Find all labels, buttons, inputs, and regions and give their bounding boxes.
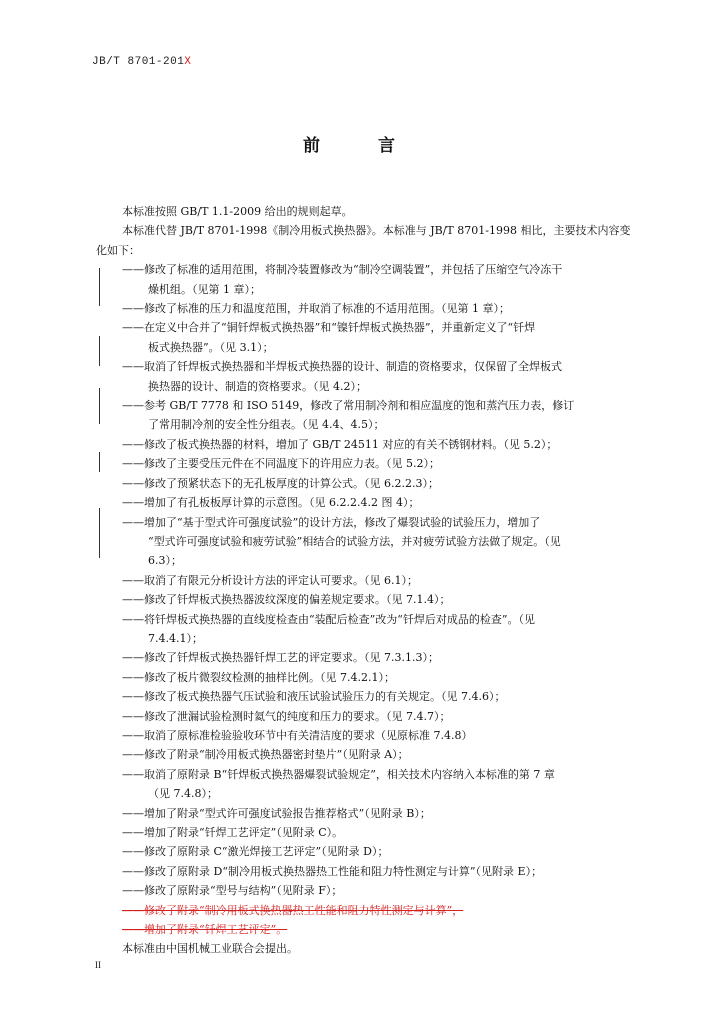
paragraph: 本标准代替 JB/T 8701-1998《制冷用板式换热器》。本标准与 JB/T 8701-1998 相比，主要技术内容变化如下： — [96, 224, 631, 257]
change-bar — [99, 268, 100, 306]
list-item-text: ——在定义中合并了“铜钎焊板式换热器”和“镍钎焊板式换热器”，并重新定义了“钎焊 — [122, 321, 536, 335]
list-item-text: ——取消了有限元分析设计方法的评定认可要求。（见 6.1）； — [122, 573, 418, 587]
list-item-text: ——取消了原附录 B“钎焊板式换热器爆裂试验规定”，相关技术内容纳入本标准的第 7 章 — [122, 767, 555, 781]
struck-item: ——修改了附录“制冷用板式换热器热工性能和阻力特性测定与计算”， — [122, 903, 464, 917]
list-item-text: ——修改了板式换热器气压试验和液压试验试验压力的有关规定。（见 7.4.6）； — [122, 690, 506, 704]
change-list-item — [122, 804, 634, 823]
change-list-item — [122, 707, 634, 726]
change-list-item — [122, 396, 634, 435]
change-list-item — [122, 357, 634, 396]
list-item-text: ——修改了钎焊板式换热器钎焊工艺的评定要求。（见 7.3.1.3）； — [122, 651, 439, 665]
list-item-text: ——修改了泄漏试验检测时氦气的纯度和压力的要求。（见 7.4.7）； — [122, 709, 451, 723]
list-item-text: ——修改了钎焊板式换热器波纹深度的偏差规定要求。（见 7.1.4）； — [122, 593, 451, 607]
change-list-item — [122, 513, 634, 571]
list-item-continuation: 换热器的设计、制造的资格要求。（见 4.2）； — [148, 379, 367, 393]
list-item-text: ——取消了原标准检验验收环节中有关清洁度的要求（见原标准 7.4.8） — [122, 728, 473, 742]
list-item-text: ——增加了附录“型式许可强度试验报告推荐格式”（见附录 B）； — [122, 806, 431, 820]
document-code-revision: X — [184, 56, 192, 68]
document-body — [96, 202, 634, 959]
change-list-item — [122, 590, 634, 609]
change-list-item — [122, 610, 634, 649]
list-item-text: ——修改了板式换热器的材料，增加了 GB/T 24511 对应的有关不锈钢材料。（见 5.2）； — [122, 437, 558, 451]
change-list-item — [122, 745, 634, 764]
list-item-text: ——增加了“基于型式许可强度试验”的设计方法，修改了爆裂试验的试验压力，增加了 — [122, 515, 541, 529]
change-bar — [99, 452, 100, 472]
change-list-item — [122, 765, 634, 804]
list-item-text: ——修改了原附录“型号与结构”（见附录 F）； — [122, 884, 343, 898]
change-list-item — [122, 299, 634, 318]
change-bar — [99, 336, 100, 366]
list-item-text: ——增加了附录“钎焊工艺评定”（见附录 C）。 — [122, 826, 344, 839]
list-item-continuation: 6.3）； — [148, 554, 182, 568]
list-item-text: ——修改了原附录 C“激光焊接工艺评定”（见附录 D）； — [122, 845, 389, 859]
list-item-text: ——修改了主要受压元件在不同温度下的许用应力表。（见 5.2）； — [122, 457, 440, 471]
change-list-item — [122, 435, 634, 454]
change-list-item — [122, 260, 634, 299]
change-bar — [99, 508, 100, 558]
change-list-item — [122, 687, 634, 706]
change-list-item — [122, 318, 634, 357]
list-item-text: ——增加了有孔板板厚计算的示意图。（见 6.2.2.4.2 图 4）； — [122, 496, 420, 510]
change-list-item — [122, 493, 634, 512]
struck-item: ——增加了附录“钎焊工艺评定”。 — [122, 923, 288, 937]
list-item-text: ——取消了钎焊板式换热器和半焊板式换热器的设计、制造的资格要求，仅保留了全焊板式 — [122, 360, 562, 374]
change-list-item — [122, 454, 634, 473]
change-list-item — [122, 862, 634, 881]
change-list-item — [122, 823, 634, 842]
change-list — [122, 260, 634, 900]
list-item-continuation: 板式换热器”。（见 3.1）； — [148, 340, 274, 354]
list-item-continuation: 燥机组。（见第 1 章）； — [148, 282, 261, 296]
change-list-item — [122, 474, 634, 493]
change-list-item — [122, 881, 634, 900]
list-item-text: ——修改了标准的压力和温度范围，并取消了标准的不适用范围。（见第 1 章）； — [122, 302, 510, 316]
document-code — [92, 56, 191, 68]
list-item-continuation: “型式许可强度试验和疲劳试验”相结合的试验方法，并对疲劳试验方法做了规定。（见 — [148, 534, 561, 548]
change-list-item — [122, 726, 634, 745]
list-item-text: ——将钎焊板式换热器的直线度检查由“装配后检查”改为“钎焊后对成品的检查”。（见 — [122, 612, 535, 626]
change-list-item — [122, 648, 634, 667]
list-item-text: ——参考 GB/T 7778 和 ISO 5149，修改了常用制冷剂和相应温度的饱和蒸汽压力表，修订 — [122, 399, 575, 413]
list-item-continuation: 7.4.4.1）； — [148, 631, 203, 645]
change-list-item — [122, 842, 634, 861]
document-code-main: JB/T 8701-201 — [92, 56, 185, 68]
list-item-text: ——修改了标准的适用范围，将制冷装置修改为“制冷空调装置”，并包括了压缩空气冷冻干 — [122, 263, 563, 277]
list-item-text: ——修改了附录“制冷用板式换热器密封垫片”（见附录 A）； — [122, 748, 409, 762]
list-item-continuation: 了常用制冷剂的安全性分组表。（见 4.4、4.5）； — [148, 418, 385, 432]
list-item-text: ——修改了板片微裂纹检测的抽样比例。（见 7.4.2.1）； — [122, 670, 395, 684]
change-list-item — [122, 668, 634, 687]
page-number: II — [95, 960, 101, 970]
closing-paragraph: 本标准由中国机械工业联合会提出。 — [122, 942, 298, 956]
change-list-item — [122, 571, 634, 590]
list-item-continuation: （见 7.4.8）； — [148, 787, 218, 801]
page-title: 前 言 — [303, 136, 421, 156]
list-item-text: ——修改了预紧状态下的无孔板厚度的计算公式。（见 6.2.2.3）； — [122, 476, 439, 490]
change-bar — [99, 388, 100, 424]
paragraph: 本标准按照 GB/T 1.1-2009 给出的规则起草。 — [122, 205, 353, 218]
list-item-text: ——修改了原附录 D“制冷用板式换热器热工性能和阻力特性测定与计算”（见附录 E）； — [122, 864, 543, 878]
